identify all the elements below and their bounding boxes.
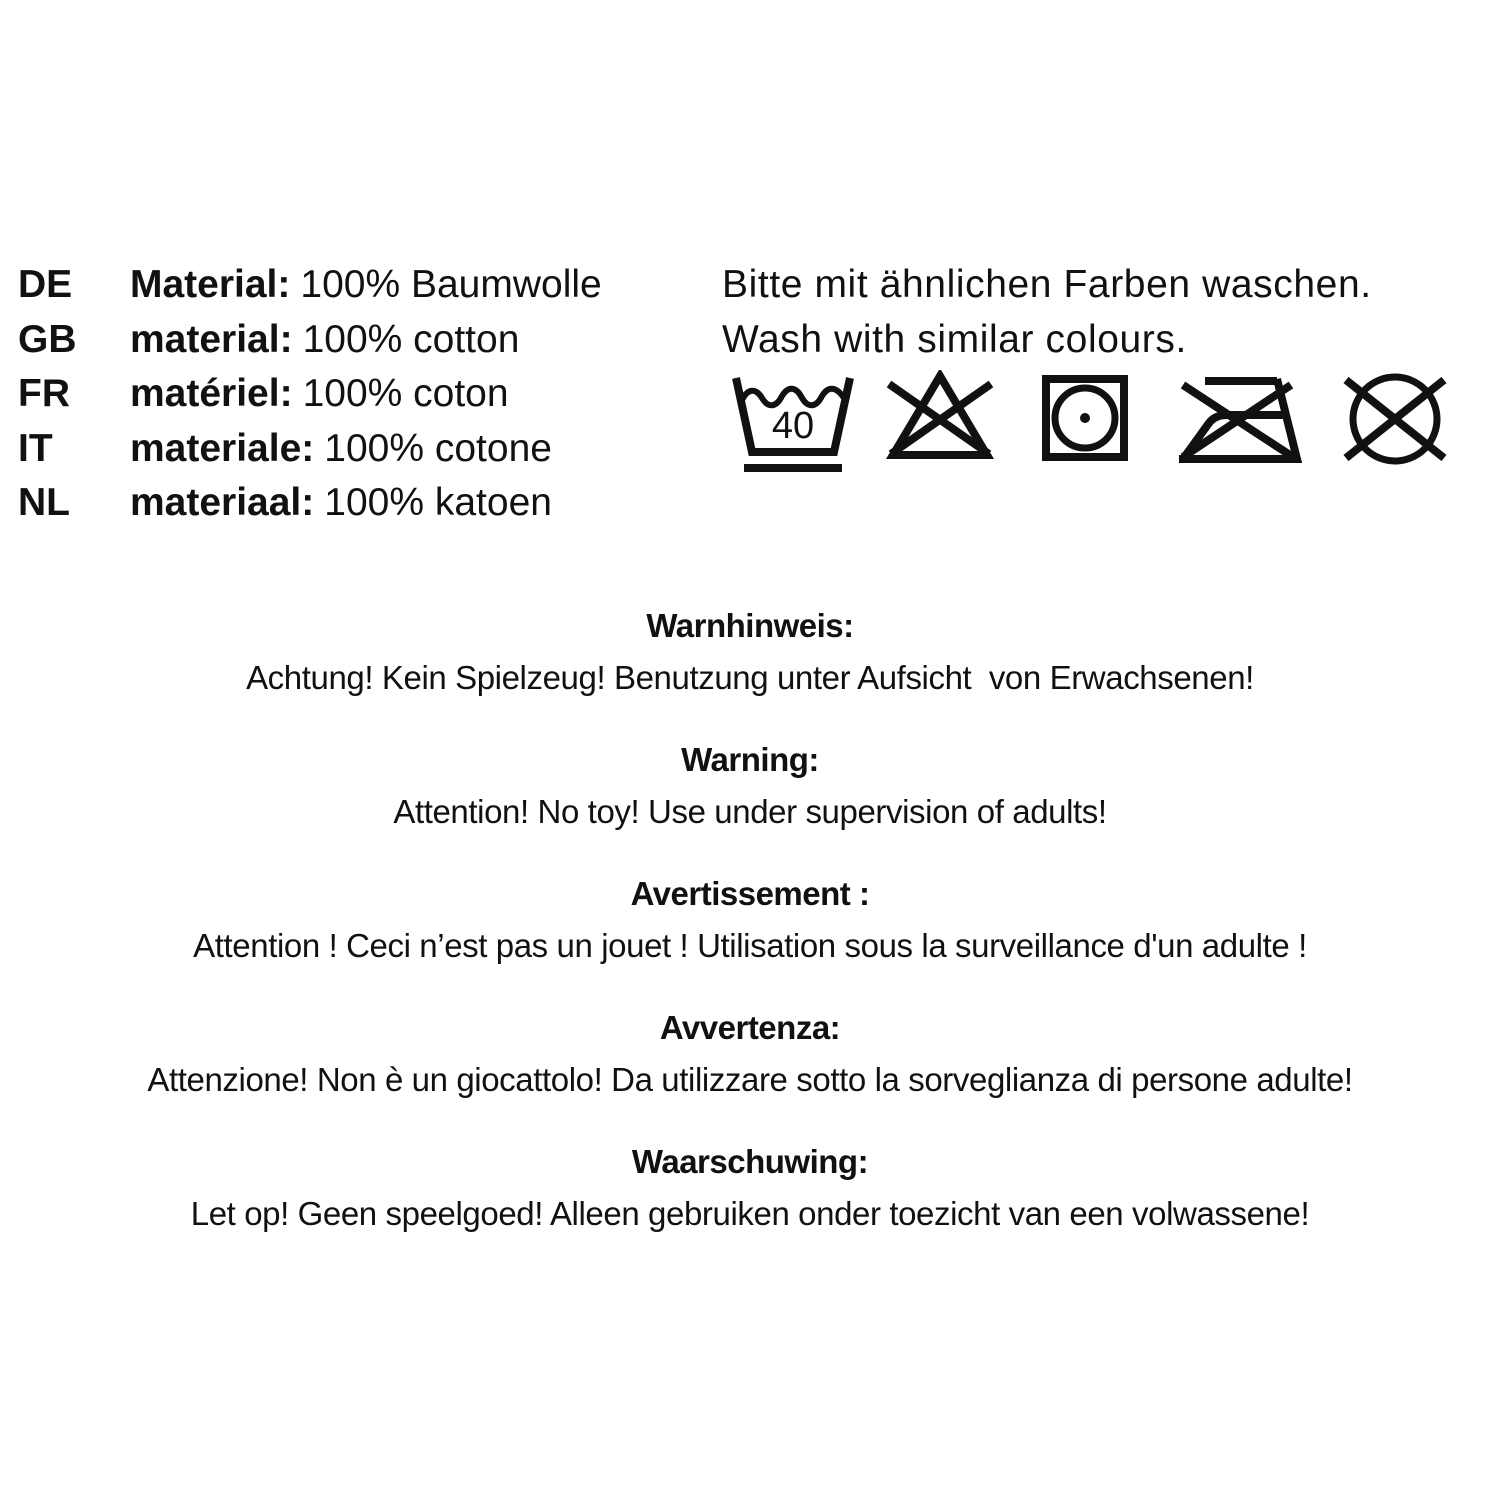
wash-40-gentle-icon: [730, 370, 860, 480]
care-instructions: [722, 258, 1372, 367]
material-value: 100% cotton: [302, 317, 520, 361]
warning-it: [0, 1002, 1500, 1106]
tumble-dry-low-icon: [1042, 375, 1128, 461]
warning-text: Attenzione! Non è un giocattolo! Da utilizzare sotto la sorveglianza di persone adulte!: [147, 1061, 1353, 1098]
material-row-de: [18, 258, 602, 313]
warning-text: Attention ! Ceci n’est pas un jouet ! Utilisation sous la surveillance d'un adulte !: [193, 927, 1307, 964]
material-label: materiale:: [130, 426, 315, 470]
wash-temperature-label: 40: [771, 405, 815, 447]
warning-title: Warnhinweis:: [646, 607, 854, 644]
material-row-gb: [18, 313, 602, 368]
language-code: IT: [18, 426, 53, 470]
warning-title: Avertissement :: [630, 875, 870, 912]
material-label: material:: [130, 317, 293, 361]
warning-fr: [0, 868, 1500, 972]
warnings-section: [0, 600, 1500, 1270]
language-code: DE: [18, 263, 73, 306]
material-row-nl: [18, 476, 602, 531]
warning-title: Avvertenza:: [659, 1009, 841, 1046]
warning-title: Waarschuwing:: [631, 1143, 869, 1180]
warning-text: Attention! No toy! Use under supervision of adults!: [393, 793, 1107, 830]
warning-de: [0, 600, 1500, 704]
warning-en: [0, 734, 1500, 838]
material-row-it: [18, 422, 602, 477]
do-not-iron-icon: [1175, 375, 1303, 465]
material-row-fr: [18, 367, 602, 422]
do-not-dry-clean-icon: [1340, 372, 1450, 467]
material-list: [18, 258, 602, 531]
language-code: NL: [18, 481, 70, 524]
material-value: 100% coton: [302, 372, 509, 415]
warning-text: Let op! Geen speelgoed! Alleen gebruiken onder toezicht van een volwassene!: [190, 1195, 1310, 1232]
care-instruction-en: Wash with similar colours.: [722, 317, 1187, 361]
material-value: 100% cotone: [324, 426, 552, 470]
care-instruction-de: Bitte mit ähnlichen Farben waschen.: [722, 263, 1372, 306]
do-not-bleach-icon: [885, 370, 995, 465]
material-label: materiaal:: [130, 481, 315, 524]
material-value: 100% Baumwolle: [300, 263, 602, 306]
warning-nl: [0, 1136, 1500, 1240]
language-code: FR: [18, 372, 70, 415]
material-label: matériel:: [130, 372, 293, 415]
material-value: 100% katoen: [324, 481, 552, 524]
language-code: GB: [18, 317, 77, 361]
warning-title: Warning:: [681, 741, 819, 778]
warning-text: Achtung! Kein Spielzeug! Benutzung unter Aufsicht von Erwachsenen!: [246, 659, 1254, 696]
care-symbols: [720, 370, 1460, 480]
material-label: Material:: [130, 263, 291, 306]
